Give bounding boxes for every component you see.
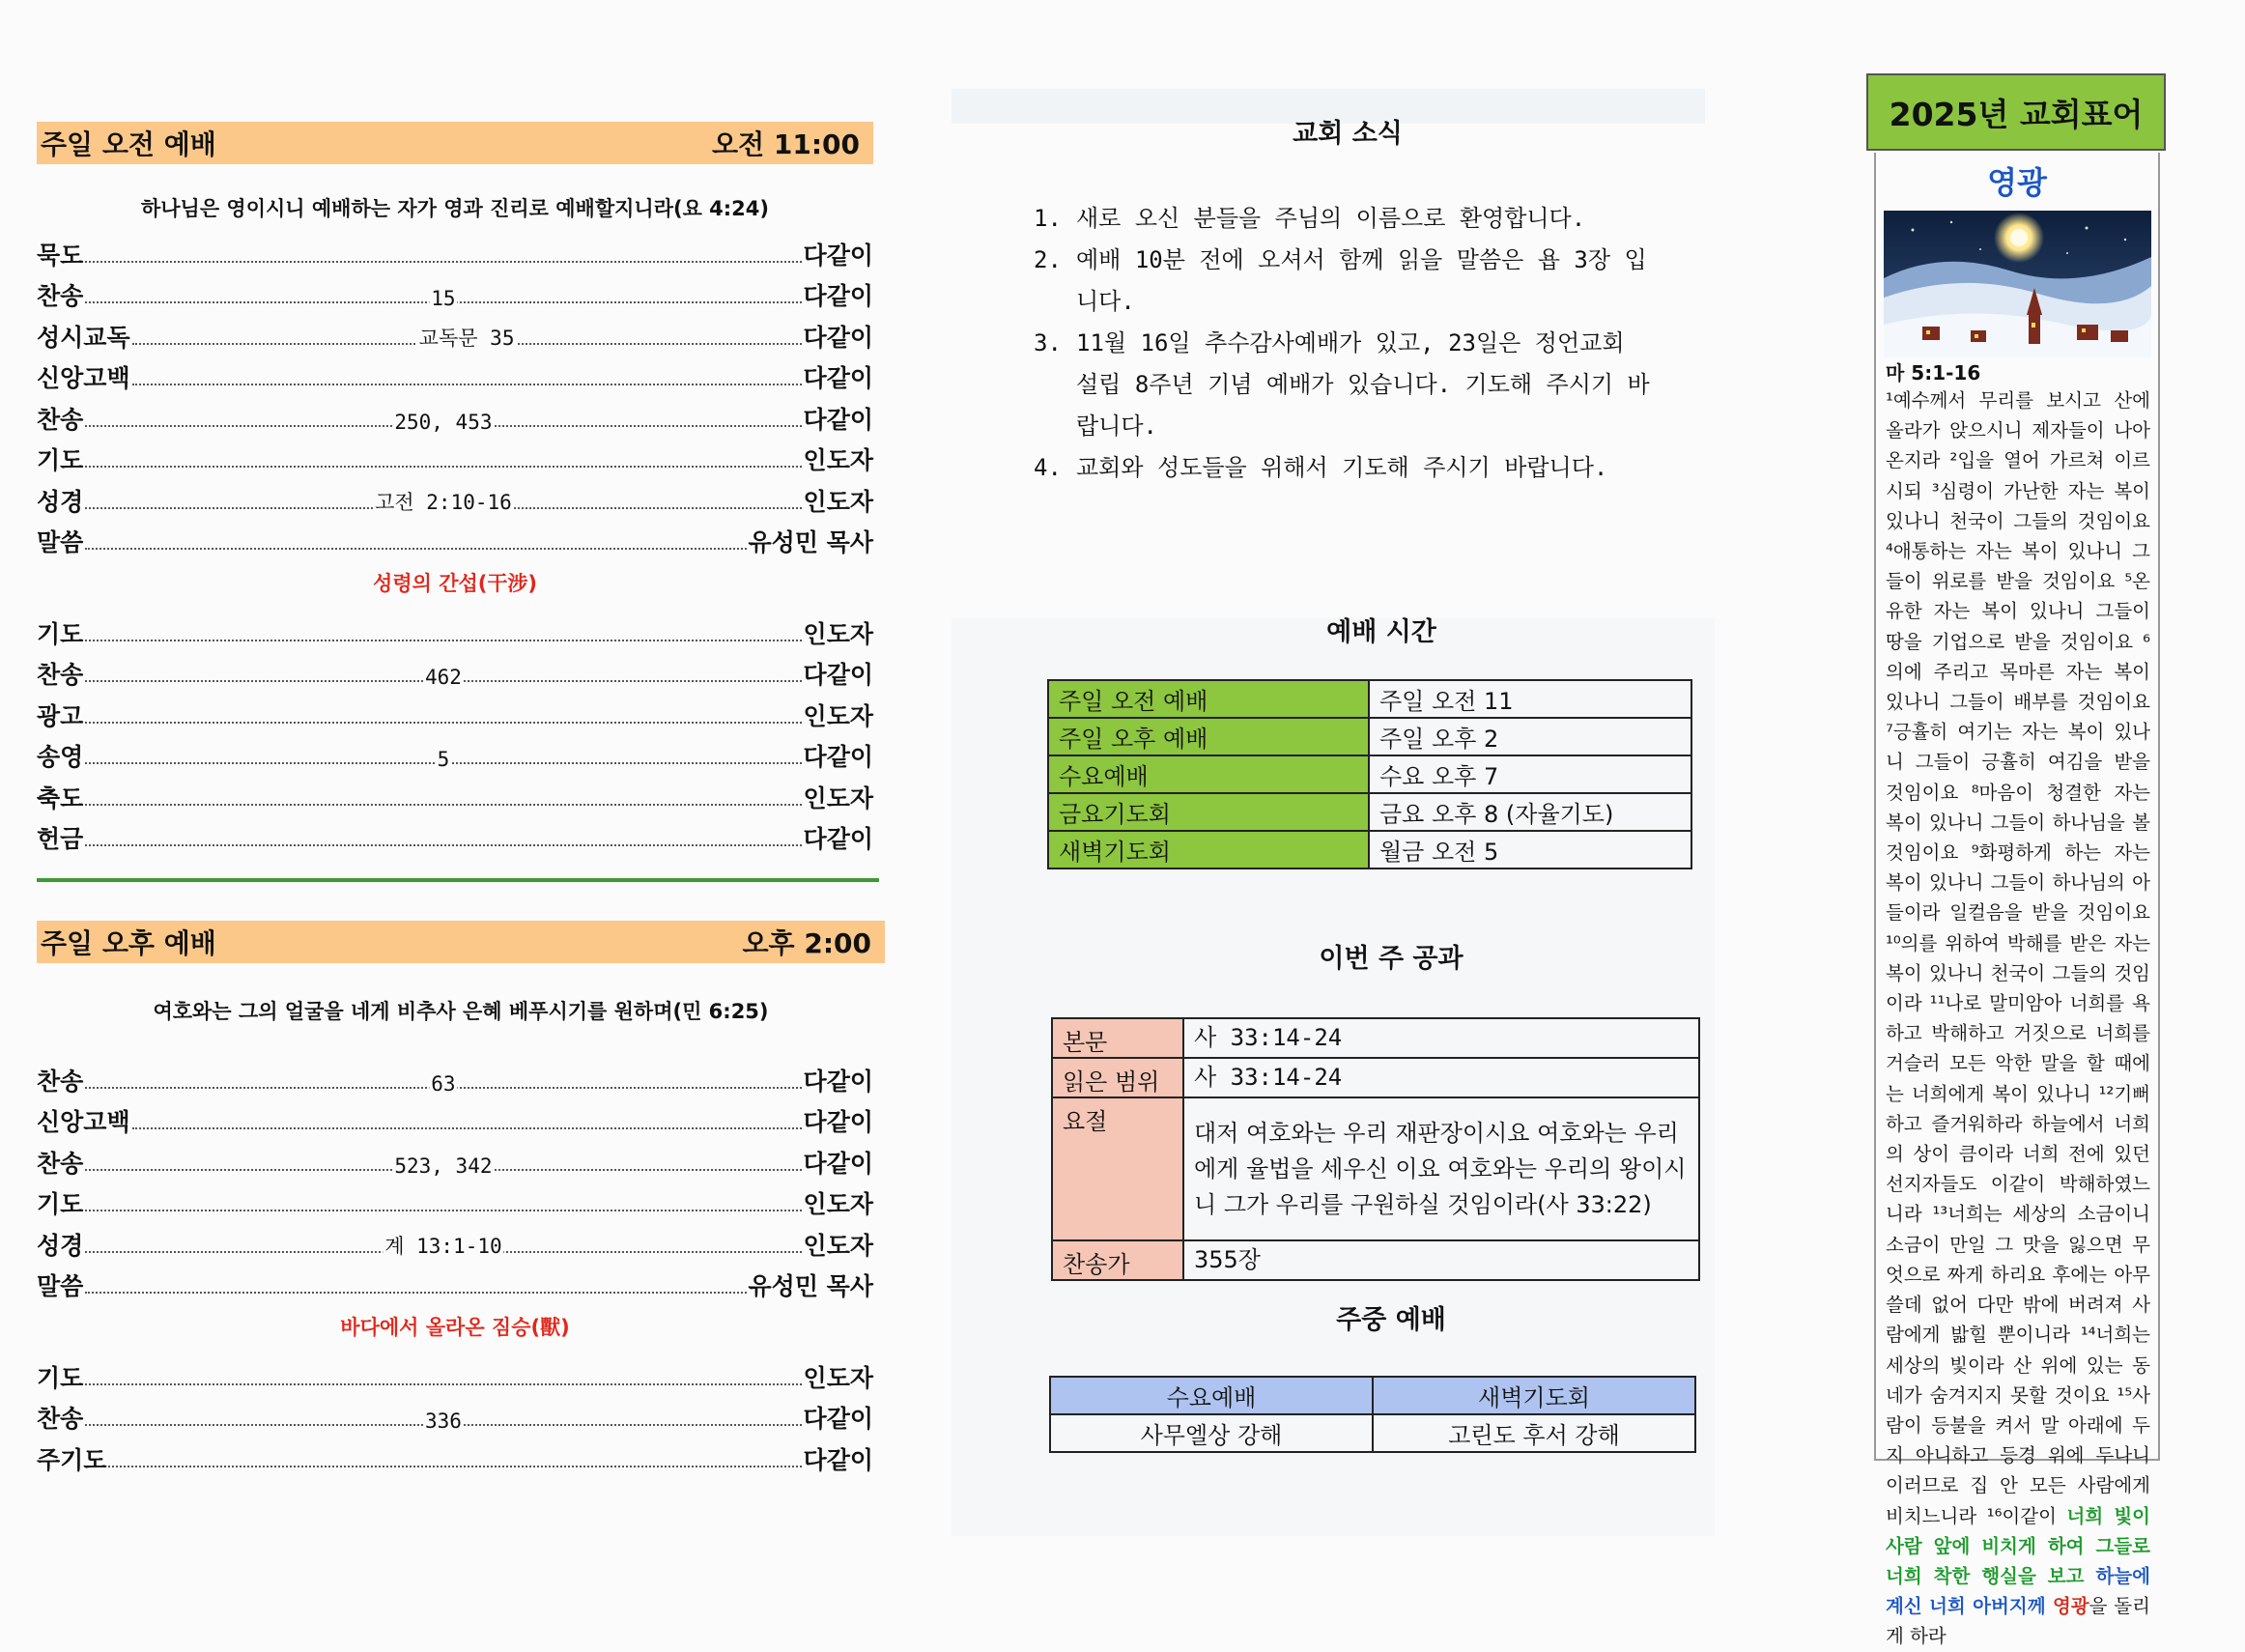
order-row <box>37 814 873 856</box>
dot-leader <box>85 1071 801 1096</box>
dot-leader <box>108 1466 801 1467</box>
order-row <box>37 518 873 559</box>
order-row <box>37 1097 873 1139</box>
morning-sermon-title: 성령의 간섭(干涉) <box>373 572 537 595</box>
order-row <box>37 1138 873 1180</box>
table-row: 요절 대저 여호와는 우리 재판장이시요 여호와는 우리에게 율법을 세우신 이요 여호와는 우리의 왕이시니 그가 우리를 구원하실 것임이라(사 33:22) <box>1052 1097 1699 1240</box>
order-label: 찬송 <box>37 1405 84 1433</box>
dot-leader <box>85 1234 801 1258</box>
section-divider <box>37 878 879 882</box>
table-row: 읽은 범위 사 33:14-24 <box>1052 1058 1699 1097</box>
order-label: 말씀 <box>37 528 84 556</box>
morning-order-list-2 <box>37 609 873 855</box>
worship-times-title: 예배 시간 <box>1326 617 1436 647</box>
order-leader: 다같이 <box>803 743 873 771</box>
order-leader: 다같이 <box>803 1108 873 1136</box>
order-label: 성경 <box>37 487 84 516</box>
order-detail: 15 <box>431 287 456 310</box>
worship-times-table <box>1047 679 1692 869</box>
dot-leader <box>85 1383 801 1385</box>
order-detail: 462 <box>424 666 462 689</box>
order-leader: 다같이 <box>803 282 873 310</box>
dot-leader <box>85 640 801 641</box>
order-leader: 인도자 <box>803 783 873 812</box>
order-label: 찬송 <box>37 1067 84 1096</box>
order-row <box>37 1353 873 1394</box>
order-row <box>37 230 873 271</box>
dot-leader <box>85 1210 801 1211</box>
order-label: 말씀 <box>37 1272 84 1300</box>
order-row <box>37 1394 873 1436</box>
order-leader: 다같이 <box>803 825 873 853</box>
motto-title: 2025년 교회표어 <box>1866 73 2166 151</box>
order-label: 묵도 <box>37 241 84 270</box>
church-info-column <box>966 106 1739 489</box>
order-leader: 인도자 <box>803 701 873 730</box>
table-row: 찬송가 355장 <box>1052 1240 1699 1280</box>
afternoon-service-header <box>37 921 885 963</box>
order-detail: 교독문 35 <box>417 323 517 352</box>
dot-leader <box>85 1154 801 1178</box>
order-detail: 계 13:1-10 <box>383 1231 503 1260</box>
dot-leader <box>85 844 801 846</box>
worship-order-column <box>37 122 887 1476</box>
order-label: 찬송 <box>37 1149 84 1178</box>
order-leader: 다같이 <box>803 661 873 689</box>
order-label: 찬송 <box>37 661 84 689</box>
order-row <box>37 271 873 313</box>
afternoon-verse: 여호와는 그의 얼굴을 네게 비추사 은혜 베푸시기를 원하며(민 6:25) <box>153 1000 769 1023</box>
midweek-title: 주중 예배 <box>1336 1305 1446 1335</box>
table-row: 수요예배 새벽기도회 <box>1050 1377 1695 1414</box>
order-row <box>37 312 873 354</box>
order-row <box>37 691 873 732</box>
order-label: 성시교독 <box>37 323 130 352</box>
order-row <box>37 1180 873 1221</box>
order-label: 주기도 <box>37 1445 107 1474</box>
morning-service-header <box>37 122 873 164</box>
dot-leader <box>85 261 801 263</box>
order-label: 찬송 <box>37 282 84 310</box>
morning-order-list <box>37 230 873 558</box>
dot-leader <box>85 490 801 514</box>
order-detail: 250, 453 <box>394 410 493 434</box>
order-label: 기도 <box>37 446 84 474</box>
order-row <box>37 1435 873 1476</box>
order-label: 송영 <box>37 743 84 771</box>
order-label: 신앙고백 <box>37 1108 130 1136</box>
order-detail: 336 <box>424 1410 462 1433</box>
dot-leader <box>85 666 801 689</box>
order-row <box>37 609 873 650</box>
news-list <box>1034 198 1652 489</box>
dot-leader <box>132 326 802 350</box>
morning-service-title: 주일 오전 예배 <box>41 128 216 160</box>
scripture-text: ¹예수께서 무리를 보시고 산에 올라가 앉으시니 제자들이 나아온지라 ²입을 열어 가르쳐 이르시되 ³심령이 가난한 자는 복이 있나니 천국이 그들의 것임이요 ⁴애통하는 자는 복이 있나니 그들이 위로를 받을 것임이요 ⁵온유한 자는 복이 있나니 그들이 땅을 기업으로 받을 것임이요 ⁶의에 주리고 목마른 자는 복이 있나니 그들이 배부를 것임이요 ⁷긍휼히 여기는 자는 복이 있나니 그들이 긍휼히 여김을 받을 것임이요 ⁸마음이 청결한 자는 복이 있나니 그들이 하나님을 볼 것임이요 ⁹화평하게 하는 자는 복이 있나니 그들이 하나님의 아들이라 일컬음을 받을 것임이요 ¹⁰의를 위하여 박해를 받은 자는 복이 있나니 천국이 그들의 것임이라 ¹¹나로 말미암아 너희를 욕하고 박해하고 거짓으로 너희를 거슬러 모든 악한 말을 할 때에는 너희에게 복이 있나니 ¹²기뻐하고 즐거워하라 하늘에서 너희의 상이 큼이라 너희 전에 있던 선지자들도 이같이 박해하였느니라 ¹³너희는 세상의 소금이니 소금이 만일 그 맛을 잃으면 무엇으로 짜게 하리요 후에는 아무 쓸데 없어 다만 밖에 버려져 사람에게 밟힐 뿐이니라 ¹⁴너희는 세상의 빛이라 산 위에 있는 동네가 숨겨지지 못할 것이요 ¹⁵사람이 등불을 켜서 말 아래에 두지 아니하고 등경 위에 두나니 이러므로 집 안 모든 사람에게 비치느니라 ¹⁶이같이 너희 빛이 사람 앞에 비치게 하여 그들로 너희 착한 행실을 보고 하늘에 계신 너희 아버지께 영광을 돌리게 하라 <box>1886 389 2150 1648</box>
order-row <box>37 436 873 477</box>
dot-leader <box>85 804 801 806</box>
order-label: 기도 <box>37 619 84 648</box>
news-item: 2. 예배 10분 전에 오셔서 함께 읽을 말씀은 욥 3장 입니다. <box>1034 246 1647 315</box>
order-leader: 다같이 <box>803 364 873 392</box>
table-row: 새벽기도회 월금 오전 5 <box>1048 831 1691 869</box>
dot-leader <box>85 548 746 550</box>
table-row: 수요예배 수요 오후 7 <box>1048 755 1691 793</box>
news-item: 3. 11월 16일 추수감사예배가 있고, 23일은 정언교회 설립 8주년 기념 예배가 있습니다. 기도해 주시기 바랍니다. <box>1034 329 1650 440</box>
news-item: 1. 새로 오신 분들을 주님의 이름으로 환영합니다. <box>1034 205 1586 232</box>
order-row <box>37 476 873 518</box>
order-label: 성경 <box>37 1231 84 1260</box>
scripture-reference: 마 5:1-16 <box>1886 361 1981 385</box>
dot-leader <box>85 287 801 310</box>
order-leader: 다같이 <box>803 323 873 352</box>
table-row: 사무엘상 강해 고린도 후서 강해 <box>1050 1414 1695 1452</box>
order-label: 광고 <box>37 701 84 730</box>
order-row <box>37 354 873 395</box>
dot-leader <box>85 1410 801 1433</box>
table-row: 금요기도회 금요 오후 8 (자율기도) <box>1048 793 1691 831</box>
order-row <box>37 1056 873 1097</box>
lesson-table <box>1051 1017 1700 1281</box>
order-leader: 다같이 <box>803 1445 873 1474</box>
dot-leader <box>85 410 801 434</box>
dot-leader <box>132 384 802 385</box>
order-leader: 인도자 <box>803 487 873 516</box>
order-leader: 인도자 <box>803 1190 873 1218</box>
midweek-table <box>1049 1376 1696 1453</box>
dot-leader <box>85 466 801 468</box>
order-leader: 다같이 <box>803 405 873 434</box>
order-leader: 인도자 <box>803 1363 873 1392</box>
lesson-title: 이번 주 공과 <box>1319 944 1464 974</box>
news-title: 교회 소식 <box>1293 119 1403 149</box>
order-detail: 5 <box>437 748 450 771</box>
order-detail: 고전 2:10-16 <box>373 487 514 516</box>
order-row <box>37 394 873 436</box>
order-leader: 다같이 <box>803 1149 873 1178</box>
order-row <box>37 1262 873 1303</box>
order-leader: 인도자 <box>803 446 873 474</box>
morning-verse: 하나님은 영이시니 예배하는 자가 영과 진리로 예배할지니라(요 4:24) <box>140 197 770 220</box>
order-row <box>37 773 873 814</box>
order-detail: 63 <box>431 1071 456 1096</box>
order-leader: 다같이 <box>803 1067 873 1096</box>
order-leader: 유성민 목사 <box>748 528 873 556</box>
order-label: 기도 <box>37 1363 84 1392</box>
order-row <box>37 732 873 774</box>
order-leader: 인도자 <box>803 619 873 648</box>
morning-service-time: 오전 11:00 <box>712 128 860 160</box>
table-row: 주일 오후 예배 주일 오후 2 <box>1048 718 1691 755</box>
order-label: 기도 <box>37 1190 84 1218</box>
order-leader: 유성민 목사 <box>748 1272 873 1300</box>
dot-leader <box>85 722 801 724</box>
table-row: 주일 오전 예배 주일 오전 11 <box>1048 680 1691 718</box>
winter-village-illustration <box>1884 211 2151 357</box>
afternoon-service-title: 주일 오후 예배 <box>41 927 216 959</box>
order-leader: 인도자 <box>803 1231 873 1260</box>
motto-panel <box>1874 153 2160 1648</box>
table-row: 본문 사 33:14-24 <box>1052 1018 1699 1058</box>
order-label: 축도 <box>37 783 84 812</box>
order-leader: 다같이 <box>803 1405 873 1433</box>
order-row <box>37 1220 873 1262</box>
order-leader: 다같이 <box>803 241 873 270</box>
afternoon-order-list-2 <box>37 1353 873 1476</box>
dot-leader <box>85 1292 746 1294</box>
afternoon-service-time: 오후 2:00 <box>742 927 871 959</box>
news-item: 4. 교회와 성도들을 위해서 기도해 주시기 바랍니다. <box>1034 454 1608 481</box>
order-label: 찬송 <box>37 405 84 434</box>
dot-leader <box>132 1127 802 1129</box>
motto-word: 영광 <box>1987 164 2047 201</box>
order-label: 헌금 <box>37 825 84 853</box>
afternoon-sermon-title: 바다에서 올라온 짐승(獸) <box>340 1316 570 1339</box>
order-detail: 523, 342 <box>394 1154 493 1178</box>
dot-leader <box>85 748 801 771</box>
afternoon-order-list <box>37 1056 873 1302</box>
order-row <box>37 650 873 692</box>
order-label: 신앙고백 <box>37 364 130 392</box>
